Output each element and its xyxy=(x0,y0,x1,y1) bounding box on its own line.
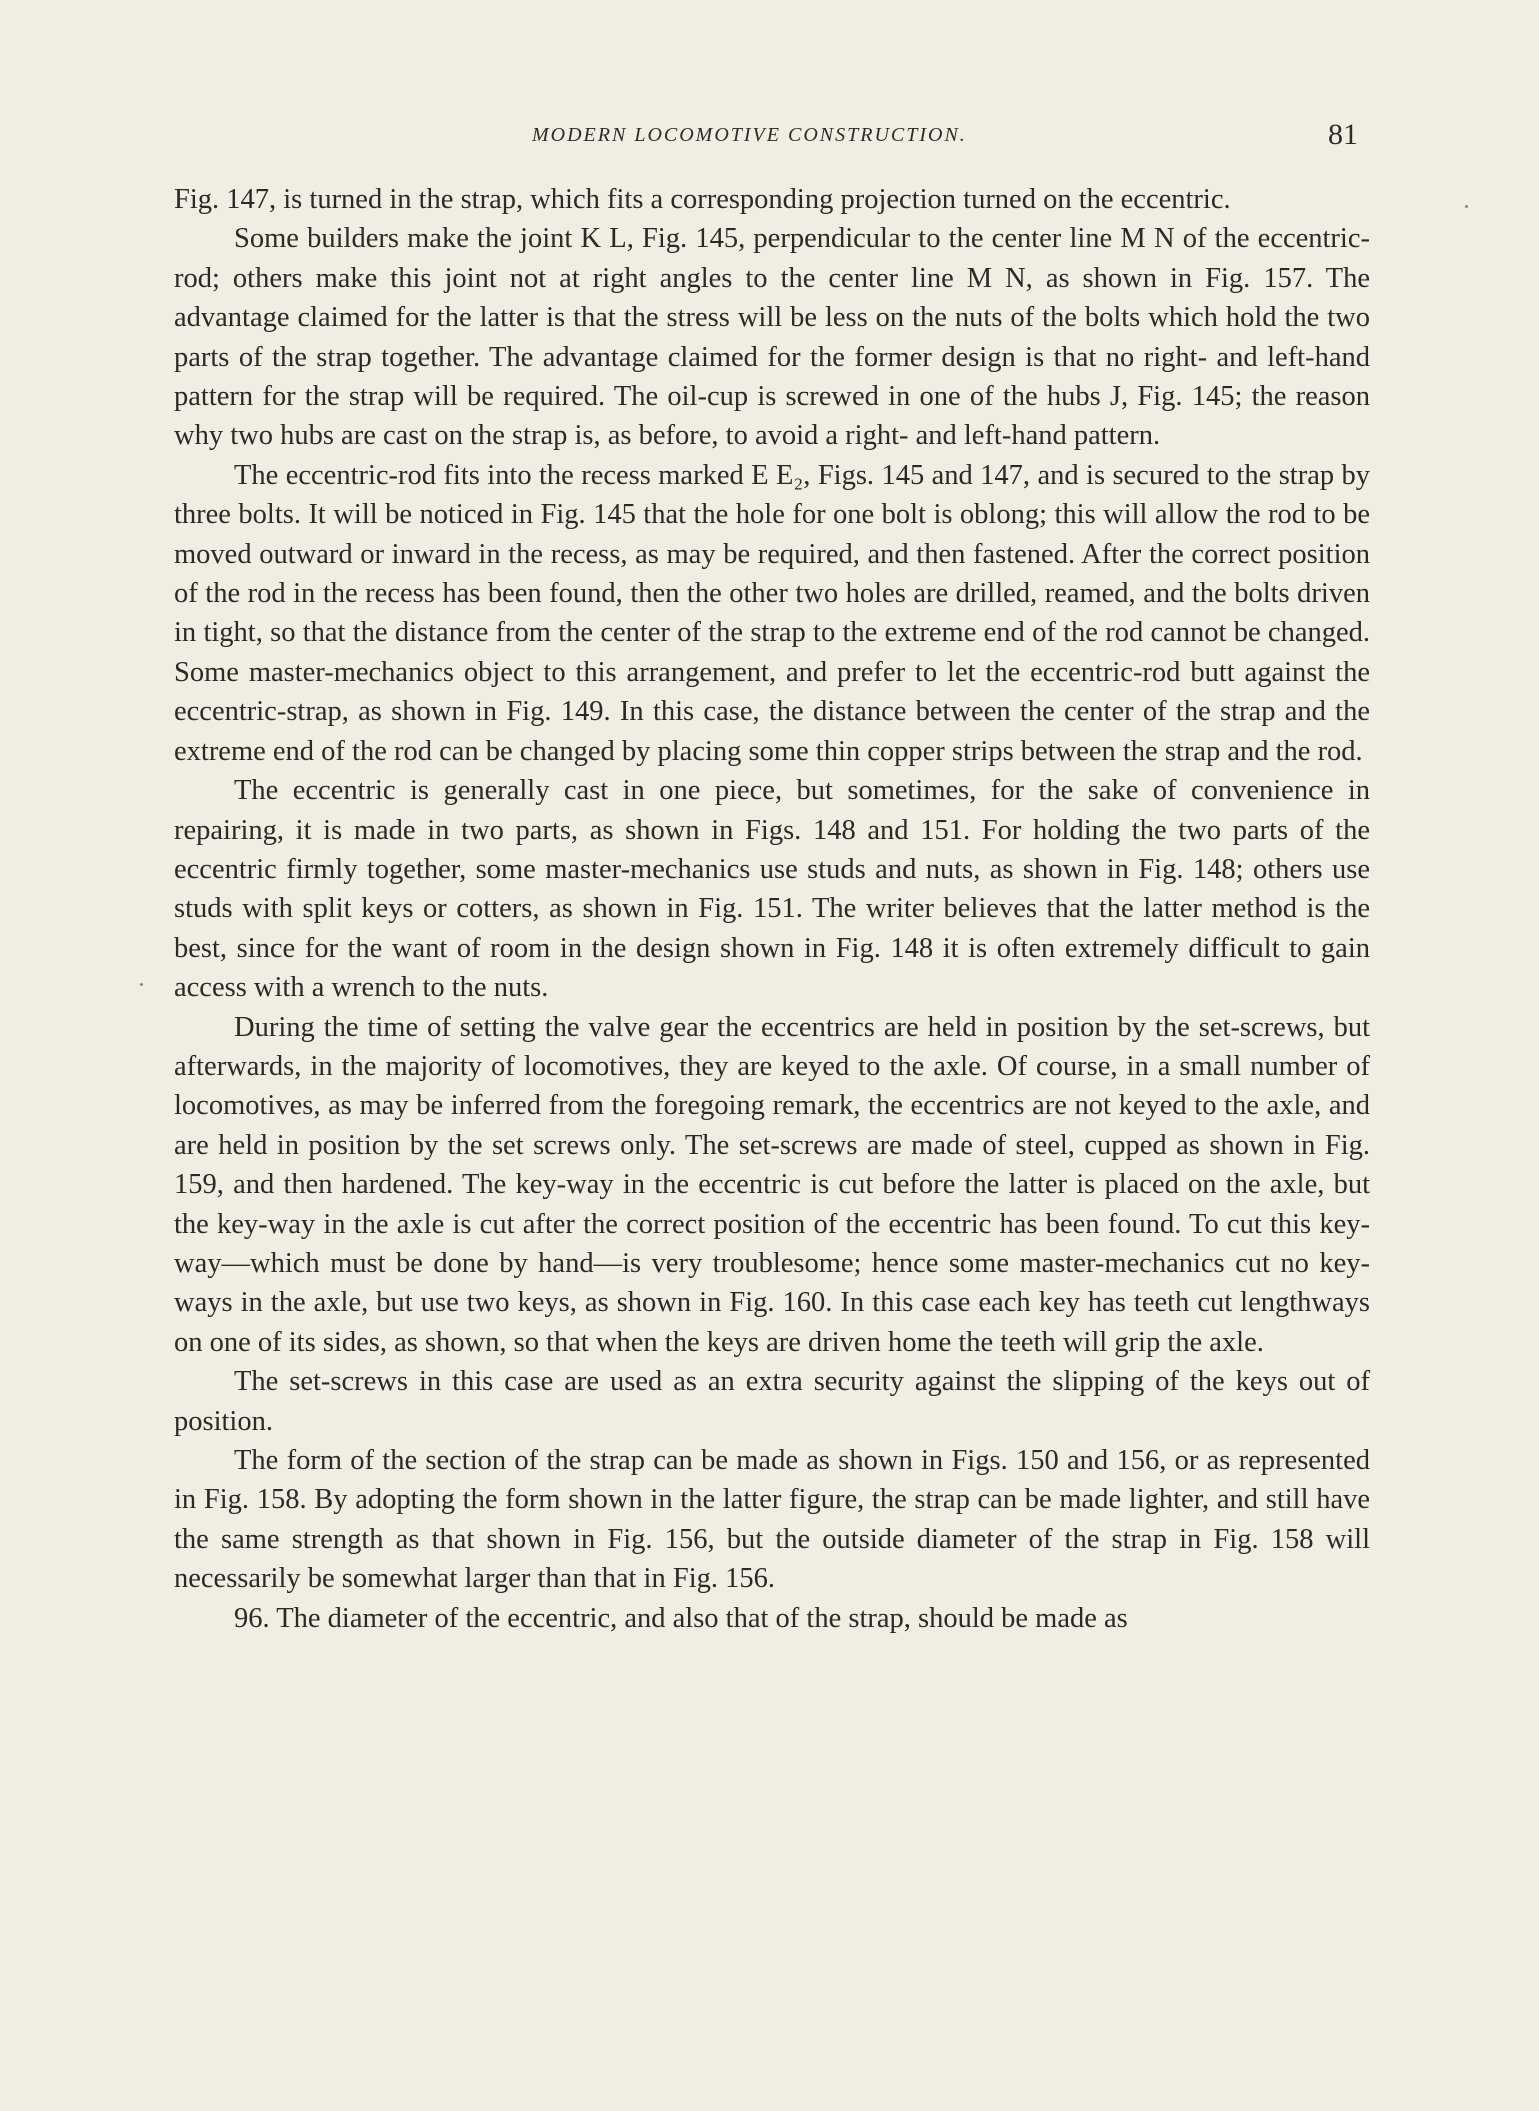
paragraph-1: Fig. 147, is turned in the strap, which fits a corresponding projection turned on the eccentric. xyxy=(174,184,1231,215)
paragraph-5: During the time of setting the valve gear the eccentrics are held in position by the set-screws, but afterwards, in the majority of locomotives, they are keyed to the axle. Of course, in a small number of locomotives, as may be inferred from the foregoing remark, the eccentrics are not keyed to the axle, and are held in position by the set screws only. The set-screws are made of steel, cupped as shown in Fig. 159, and then hardened. The key-way in the eccentric is cut before the latter is placed on the axle, but the key-way in the axle is cut after the correct position of the eccentric has been found. To cut this key-way—which must be done by hand—is very troublesome; hence some master-mechanics cut no key-ways in the axle, but use two keys, as shown in Fig. 160. In this case each key has teeth cut lengthways on one of its sides, as shown, so that when the keys are driven home the teeth will grip the axle. xyxy=(174,1011,1370,1358)
body-text xyxy=(174,180,1370,1638)
paragraph-8: 96. The diameter of the eccentric, and also that of the strap, should be made as xyxy=(234,1602,1128,1634)
page-number: 81 xyxy=(1328,118,1358,151)
running-head: MODERN LOCOMOTIVE CONSTRUCTION. xyxy=(532,124,967,146)
paragraph-7: The form of the section of the strap can be made as shown in Figs. 150 and 156, or as represented in Fig. 158. By adopting the form shown in the latter figure, the strap can be made lighter, and still have the same strength as that shown in Fig. 156, but the outside diameter of the strap in Fig. 158 will necessarily be somewhat larger than that in Fig. 156. xyxy=(174,1445,1370,1595)
paragraph-2: Some builders make the joint K L, Fig. 145, perpendicular to the center line M N of the eccentric-rod; others make this joint not at right angles to the center line M N, as shown in Fig. 157. The advantage claimed for the latter is that the stress will be less on the nuts of the bolts which hold the two parts of the strap together. The advantage claimed for the former design is that no right- and left-hand pattern for the strap will be required. The oil-cup is screwed in one of the hubs J, Fig. 145; the reason why two hubs are cast on the strap is, as before, to avoid a right- and left-hand pattern. xyxy=(174,223,1370,452)
scan-speck xyxy=(140,983,143,986)
paragraph-6: The set-screws in this case are used as an extra security against the slipping of the keys out of position. xyxy=(174,1366,1370,1437)
scan-speck xyxy=(1465,205,1468,208)
paragraph-3: The eccentric-rod fits into the recess marked E E₂, Figs. 145 and 147, and is secured to the strap by three bolts. It will be noticed in Fig. 145 that the hole for one bolt is oblong; this will allow the rod to be moved outward or inward in the recess, as may be required, and then fastened. After the correct position of the rod in the recess has been found, then the other two holes are drilled, reamed, and the bolts driven in tight, so that the distance from the center of the strap to the extreme end of the rod cannot be changed. Some master-mechanics object to this arrangement, and prefer to let the eccentric-rod butt against the eccentric-strap, as shown in Fig. 149. In this case, the distance between the center of the strap and the extreme end of the rod can be changed by placing some thin copper strips between the strap and the rod. xyxy=(174,459,1370,767)
paragraph-4: The eccentric is generally cast in one piece, but sometimes, for the sake of convenience in repairing, it is made in two parts, as shown in Figs. 148 and 151. For holding the two parts of the eccentric firmly together, some master-mechanics use studs and nuts, as shown in Fig. 148; others use studs with split keys or cotters, as shown in Fig. 151. The writer believes that the latter method is the best, since for the want of room in the design shown in Fig. 148 it is often extremely difficult to gain access with a wrench to the nuts. xyxy=(174,775,1370,1004)
